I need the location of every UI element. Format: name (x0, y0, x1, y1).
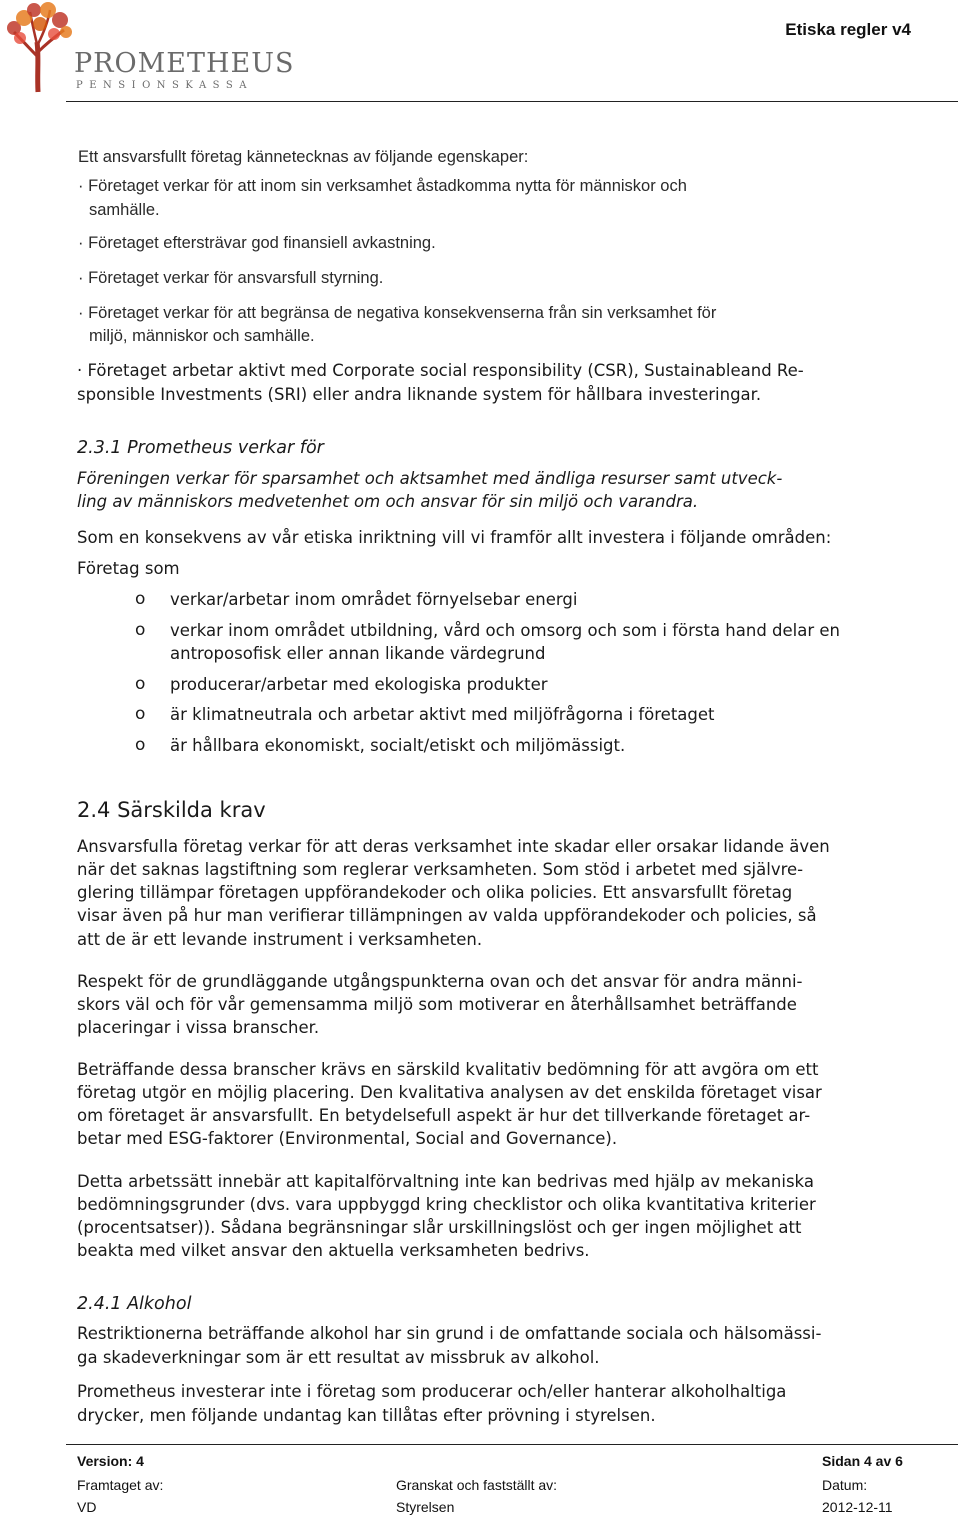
s24-p3-line-2: företag utgör en möjlig placering. Den kvalitativa analysen av det enskilda företaget visar (77, 1083, 822, 1102)
s241-p1-line-1: Restriktionerna beträffande alkohol har sin grund i de omfattande sociala och hälsomässi- (77, 1324, 822, 1343)
s24-p3-line-1: Beträffande dessa branscher krävs en särskild kvalitativ bedömning för att avgöra om ett (77, 1060, 819, 1079)
s231-italic-line-1: Föreningen verkar för sparsamhet och aktsamhet med ändliga resurser samt utveck- (77, 469, 783, 488)
footer-prepared-by: VD (77, 1499, 97, 1515)
s24-p4-line-4: beakta med vilket ansvar den aktuella verksamheten bedrivs. (77, 1241, 590, 1260)
footer-version: Version: 4 (77, 1453, 144, 1469)
logo-wordmark: PROMETHEUS (74, 48, 295, 79)
intro-lead: Ett ansvarsfullt företag kännetecknas av följande egenskaper: (78, 148, 529, 166)
s24-p1-line-1: Ansvarsfulla företag verkar för att deras verksamhet inte skadar eller orsakar lidande även (77, 837, 830, 856)
footer-date: 2012-12-11 (822, 1499, 893, 1515)
s24-p3-line-3: om företaget är ansvarsfullt. En betydelsefull aspekt är hur det tillverkande företaget ar- (77, 1106, 811, 1125)
list-marker: o (135, 735, 146, 755)
area-item-4: är klimatneutrala och arbetar aktivt med miljöfrågorna i företaget (170, 705, 715, 724)
s24-p1-line-5: att de är ett levande instrument i verksamheten. (77, 930, 483, 949)
header-divider (66, 101, 958, 102)
intro-bullet-2: · Företaget eftersträvar god finansiell avkastning. (78, 234, 436, 252)
footer-divider (66, 1444, 958, 1445)
s24-p4-line-3: (procentsatser)). Sådana begränsningar slår urskillningslöst och ger ingen möjlighet att (77, 1218, 802, 1237)
area-item-2-line-2: antroposofisk eller annan likande värdegrund (170, 644, 546, 663)
intro-bullet-4-line-1: · Företaget verkar för att begränsa de negativa konsekvenserna från sin verksamhet för (78, 304, 717, 322)
intro-bullet-3: · Företaget verkar för ansvarsfull styrning. (78, 269, 384, 287)
intro-bullet-5-line-2: sponsible Investments (SRI) eller andra liknande system för hållbara investeringar. (77, 385, 762, 404)
s241-p2-line-1: Prometheus investerar inte i företag som producerar och/eller hanterar alkoholhaltiga (77, 1382, 787, 1401)
intro-bullet-5-line-1: · Företaget arbetar aktivt med Corporate social responsibility (CSR), Sustainableand Re- (77, 361, 804, 380)
area-item-5: är hållbara ekonomiskt, socialt/etiskt och miljömässigt. (170, 736, 626, 755)
list-marker: o (135, 589, 146, 609)
intro-bullet-4-line-2: miljö, människor och samhälle. (89, 327, 315, 345)
footer-prepared-label: Framtaget av: (77, 1477, 164, 1493)
s24-p2-line-1: Respekt för de grundläggande utgångspunkterna ovan och det ansvar för andra männi- (77, 972, 803, 991)
s241-p1-line-2: ga skadeverkningar som är ett resultat av missbruk av alkohol. (77, 1348, 600, 1367)
s24-p1-line-2: när det saknas lagstiftning som reglerar verksamheten. Som stöd i arbetet med självre- (77, 860, 804, 879)
s241-p2-line-2: drycker, men följande undantag kan tillåtas efter prövning i styrelsen. (77, 1406, 656, 1425)
area-item-3: producerar/arbetar med ekologiska produkter (170, 675, 548, 694)
heading-2-4: 2.4 Särskilda krav (77, 798, 266, 822)
s24-p1-line-3: glering tillämpar företagen uppförandekoder och olika policies. Ett ansvarsfullt företag (77, 883, 793, 902)
footer-page-number: Sidan 4 av 6 (822, 1453, 903, 1469)
intro-bullet-1-line-2: samhälle. (89, 201, 160, 219)
logo-subtitle: PENSIONSKASSA (76, 80, 253, 91)
list-marker: o (135, 674, 146, 694)
footer-date-label: Datum: (822, 1477, 868, 1493)
s24-p3-line-4: betar med ESG-faktorer (Environmental, Social and Governance). (77, 1129, 618, 1148)
heading-2-3-1: 2.3.1 Prometheus verkar för (77, 438, 324, 458)
intro-bullet-1-line-1: · Företaget verkar för att inom sin verksamhet åstadkomma nytta för människor och (78, 177, 687, 195)
list-marker: o (135, 704, 146, 724)
tree-logo-icon (4, 2, 74, 94)
s24-p2-line-3: placeringar i vissa branscher. (77, 1018, 320, 1037)
s24-p4-line-2: bedömningsgrunder (dvs. vara uppbyggd kring checklistor och olika kvantitativa kriterier (77, 1195, 816, 1214)
area-item-1: verkar/arbetar inom området förnyelsebar energi (170, 590, 578, 609)
footer-reviewed-label: Granskat och fastställt av: (396, 1477, 558, 1493)
s24-p4-line-1: Detta arbetssätt innebär att kapitalförvaltning inte kan bedrivas med hjälp av mekaniska (77, 1172, 814, 1191)
s24-p2-line-2: skors väl och för vår gemensamma miljö som motiverar en återhållsamhet beträffande (77, 995, 797, 1014)
area-item-2-line-1: verkar inom området utbildning, vård och omsorg och som i första hand delar en (170, 621, 841, 640)
list-marker: o (135, 620, 146, 640)
s24-p1-line-4: visar även på hur man verifierar tillämpningen av valda uppförandekoder och policies, så (77, 906, 817, 925)
s231-consequence: Som en konsekvens av vår etiska inriktning vill vi framför allt investera i följande områden: (77, 528, 832, 547)
s231-italic-line-2: ling av människors medvetenhet om och ansvar för sin miljö och varandra. (77, 492, 699, 511)
document-title: Etiska regler v4 (785, 20, 911, 39)
s231-companies-label: Företag som (77, 559, 180, 578)
heading-2-4-1: 2.4.1 Alkohol (77, 1294, 192, 1314)
footer-reviewed-by: Styrelsen (396, 1499, 455, 1515)
